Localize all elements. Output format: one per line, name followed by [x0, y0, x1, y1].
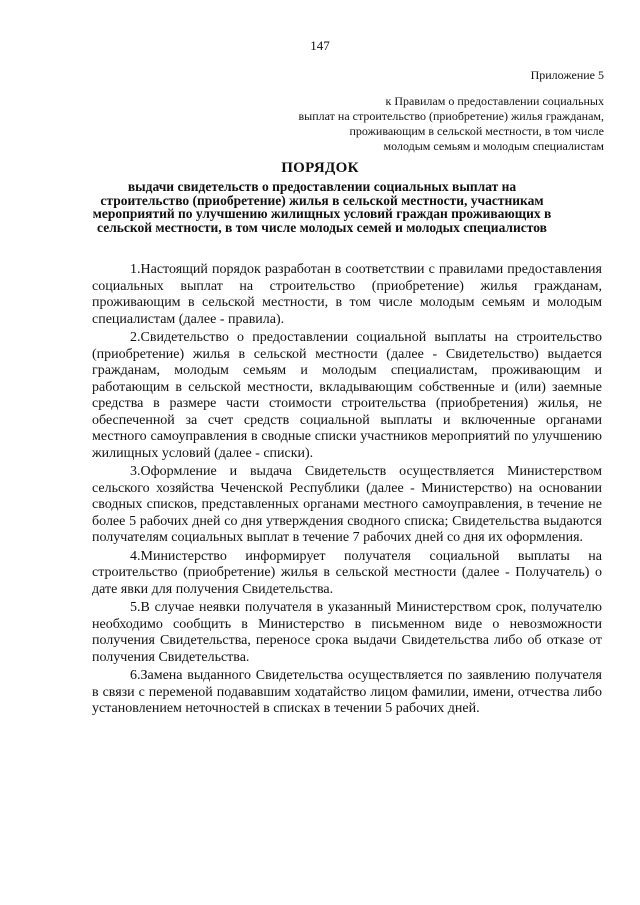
appendix-line: проживающим в сельской местности, в том числе	[349, 124, 604, 138]
appendix-line: к Правилам о предоставлении социальных	[385, 94, 604, 108]
document-body	[92, 262, 602, 720]
appendix-block	[244, 68, 604, 154]
paragraph-6: 6.Замена выданного Свидетельства осуществляется по заявлению получателя в связи с переменой подававшим ходатайство лицом фамилии, имени, отчества либо установлением неточностей в списках в течении 5 рабочих дней.	[92, 668, 602, 716]
paragraph-2: 2.Свидетельство о предоставлении социальной выплаты на строительство (приобретение) жилья в сельской местности (далее - Свидетельство) выдается гражданам, молодым семьям и молодым специалистам, проживающим и работающим в сельской местности, вкладывающим собственные и (или) заемные средства в размере части стоимости строительства (приобретения) жилья, не обеспеченной за счет средств социальной выплаты и включенные органами местного самоуправления в сводные списки участников мероприятий по улучшению жилищных условий (далее - списки).	[92, 330, 602, 461]
appendix-line: молодым семьям и молодым специалистам	[383, 139, 604, 153]
appendix-label: Приложение 5	[530, 68, 604, 82]
paragraph-1: 1.Настоящий порядок разработан в соответствии с правилами предоставления социальных выплат на строительство (приобретение) жилья гражданам, проживающим в сельской местности, в том числе молодым семьям и молодым специалистам (далее - правила).	[92, 262, 602, 327]
paragraph-3: 3.Оформление и выдача Свидетельств осуществляется Министерством сельского хозяйства Чеченской Республики (далее - Министерство) на основании сводных списков, представленных органами местного самоуправления, в течение не более 5 рабочих дней со дня утверждения сводного списка; Свидетельства выдаются получателям социальных выплат в течение 7 рабочих дней со дня их оформления.	[92, 464, 602, 545]
appendix-line: выплат на строительство (приобретение) жилья гражданам,	[298, 109, 604, 123]
paragraph-4: 4.Министерство информирует получателя социальной выплаты на строительство (приобретение) жилья в сельской местности (далее - Получатель) о дате явки для получения Свидетельства.	[92, 548, 602, 597]
page-number: 147	[310, 38, 330, 53]
document-subtitle: выдачи свидетельств о предоставлении социальных выплат на строительство (приобретение) жилья в сельской местности, участникам мероприятий по улучшению жилищных условий граждан проживающих в сельской местности, в том числе молодых семей и молодых специалистов	[92, 179, 552, 235]
document-title: ПОРЯДОК	[281, 160, 359, 176]
paragraph-5: 5.В случае неявки получателя в указанный Министерством срок, получателю необходимо сообщить в Министерство в письменном виде о невозможности получения Свидетельства, переносе срока выдачи Свидетельства либо об отказе от получения Свидетельства.	[92, 600, 602, 665]
